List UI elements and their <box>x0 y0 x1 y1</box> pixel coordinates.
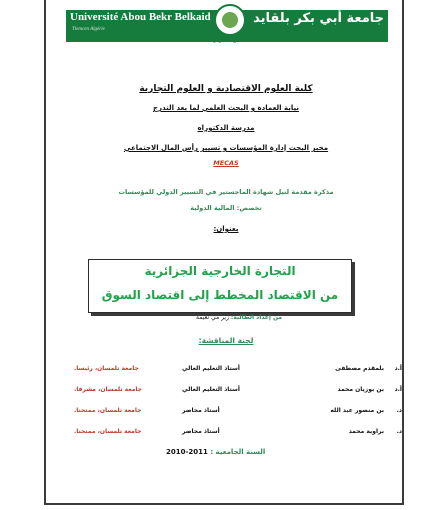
committee-member-row <box>46 365 406 379</box>
university-name-french: Université Abou Bekr Belkaid <box>70 11 211 23</box>
logo-caption: تلمسان - الجزائر <box>213 38 249 44</box>
member-rank: أستاذ التعليم العالي <box>182 386 240 393</box>
academic-year-value: 2010-2011 <box>166 448 208 456</box>
member-title: أ.د <box>394 365 402 372</box>
faculty-name: كلية العلوم الاقتصادية و العلوم التجارية <box>139 84 313 94</box>
research-lab: مخبر البحث إدارة المؤسسات و تسيير رأس المال الاجتماعي <box>123 144 329 152</box>
member-name: بن بوزيان محمد <box>337 386 384 393</box>
member-institution: جامعة تلمسان، ممتحنا. <box>74 428 142 435</box>
student-line <box>196 314 282 321</box>
university-logo-icon <box>214 4 246 36</box>
member-title: د. <box>396 428 402 435</box>
committee-member-row <box>46 407 406 421</box>
member-name: بن منصور عبد الله <box>330 407 384 414</box>
committee-member-row <box>46 386 406 400</box>
member-institution: جامعة تلمسان، مشرفا. <box>74 386 142 393</box>
member-institution: جامعة تلمسان، ممتحنا. <box>74 407 142 414</box>
member-rank: أستاذ محاضر <box>182 407 220 414</box>
deanery-line: نيابة العمادة و البحث العلمي لما بعد التدرج <box>153 104 299 112</box>
student-label: من إعداد الطالبة: <box>230 314 283 321</box>
member-title: د. <box>396 407 402 414</box>
degree-statement: مذكرة مقدمة لنيل شهادة الماجستير في التسيير الدولي للمؤسسات <box>118 188 334 196</box>
member-name: بلمقدم مصطفى <box>335 365 384 372</box>
member-rank: أستاذ محاضر <box>182 428 220 435</box>
member-institution: جامعة تلمسان، رئيسا. <box>74 365 139 372</box>
document-page <box>44 0 404 505</box>
member-title: أ.د <box>394 386 402 393</box>
thesis-title-box <box>88 259 352 313</box>
university-name-arabic: جامعة أبي بكر بلقايد <box>253 11 384 26</box>
title-label: بعنوان: <box>213 225 239 233</box>
student-name: زير مي نعيمة <box>196 314 229 321</box>
academic-year <box>166 448 265 456</box>
thesis-title-line-2: من الاقتصاد المخطط إلى اقتصاد السوق <box>101 288 339 302</box>
member-name: براوية محمد <box>348 428 384 435</box>
doctoral-school: مدرسة الدكتوراه <box>197 124 255 132</box>
member-rank: أستاذ التعليم العالي <box>182 365 240 372</box>
lab-code: MECAS <box>213 159 239 167</box>
committee-heading: لجنة المناقشة: <box>198 336 254 345</box>
academic-year-label: السنة الجامعية : <box>210 448 266 456</box>
university-location-french: Tlemcen Algérie <box>72 27 105 32</box>
committee-member-row <box>46 428 406 442</box>
specialization: تخصص: المالية الدولية <box>190 204 262 212</box>
thesis-title-line-1: التجارة الخارجية الجزائرية <box>144 264 296 278</box>
